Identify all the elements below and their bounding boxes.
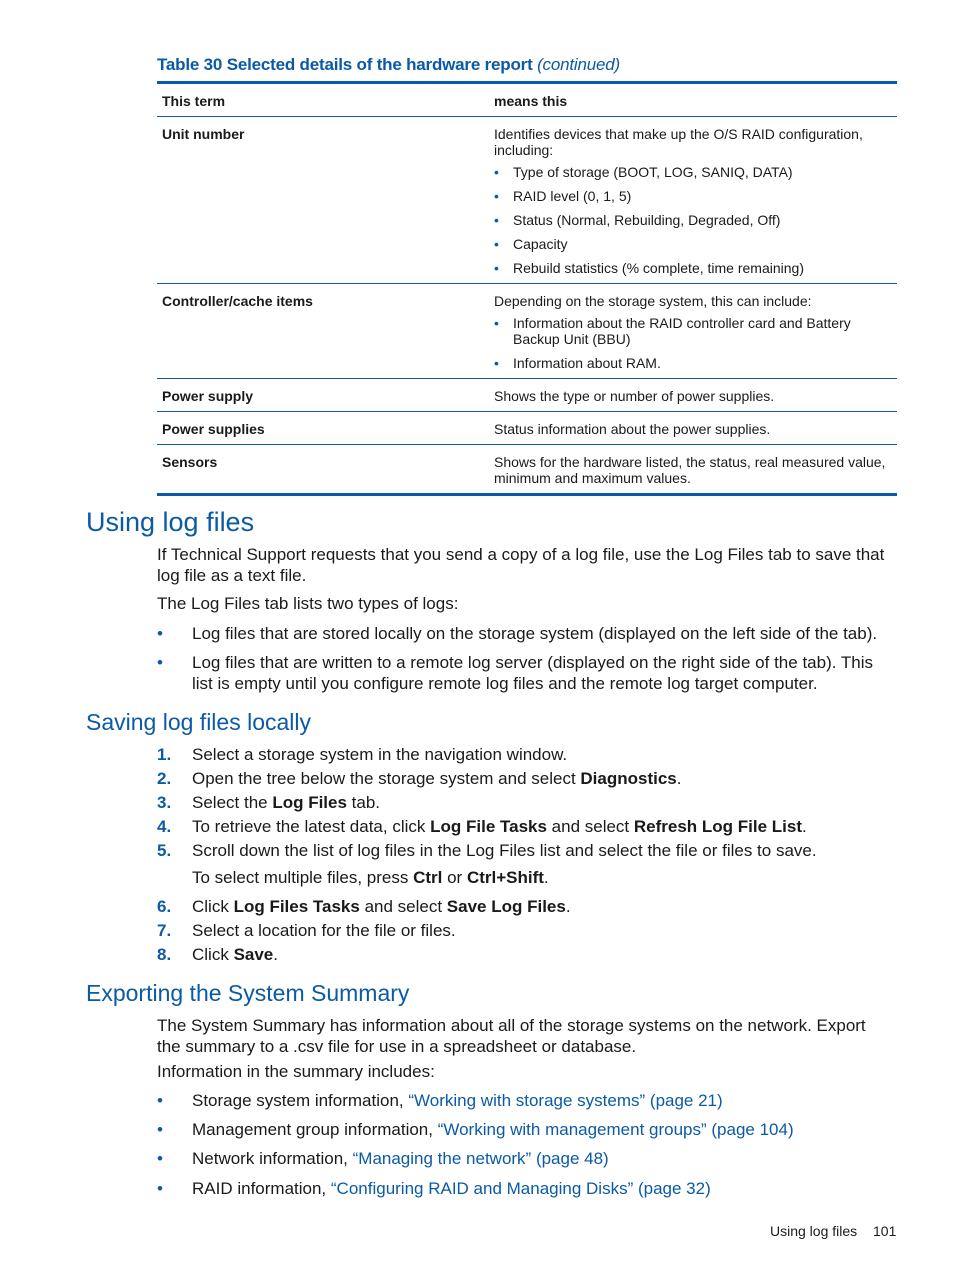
- step-number: 5.: [157, 841, 172, 860]
- bullet-icon: •: [157, 1149, 163, 1168]
- bullet-icon: •: [157, 653, 163, 672]
- list-item: • Information about RAM.: [513, 355, 892, 371]
- link-managing-the-network[interactable]: “Managing the network” (page 48): [352, 1149, 609, 1168]
- description-text: Depending on the storage system, this can include:: [494, 293, 812, 309]
- table-caption: [157, 55, 620, 75]
- list-item: • RAID level (0, 1, 5): [513, 188, 892, 204]
- table-row: [157, 117, 897, 284]
- term-cell: Controller/cache items: [157, 284, 489, 379]
- heading-exporting-system-summary: Exporting the System Summary: [86, 980, 410, 1006]
- table-row: [157, 412, 897, 445]
- description-list: [494, 164, 892, 276]
- link-configuring-raid[interactable]: “Configuring RAID and Managing Disks” (page 32): [330, 1179, 711, 1198]
- list-item: • Capacity: [513, 236, 892, 252]
- step-text: Scroll down the list of log files in the Log Files list and select the file or files to save.: [192, 841, 817, 860]
- step-text: Click Log Files Tasks and select Save Log Files.: [192, 897, 571, 916]
- step-text: Select a storage system in the navigation window.: [192, 745, 568, 764]
- bullet-text: RAID information, “Configuring RAID and Managing Disks” (page 32): [192, 1179, 711, 1198]
- bullet-icon: •: [157, 1120, 163, 1139]
- step-number: 1.: [157, 745, 172, 764]
- link-working-with-storage-systems[interactable]: “Working with storage systems” (page 21): [408, 1091, 723, 1110]
- bullet-text: Management group information, “Working with management groups” (page 104): [192, 1120, 794, 1139]
- paragraph: Information in the summary includes:: [157, 1062, 435, 1081]
- table-row: [157, 379, 897, 412]
- page-number: 101: [873, 1223, 897, 1239]
- table-caption-continued: (continued): [537, 55, 620, 74]
- step-number: 8.: [157, 945, 172, 964]
- list-item: • Rebuild statistics (% complete, time remaining): [513, 260, 892, 276]
- term-cell: Power supplies: [157, 412, 489, 445]
- column-header-term: This term: [157, 83, 489, 117]
- list-item: • Status (Normal, Rebuilding, Degraded, Off): [513, 212, 892, 228]
- bullet-text: Log files that are written to a remote log server (displayed on the right side of the tab). This list is empty until you configure remote log files and the remote log target computer.: [192, 653, 873, 693]
- description-cell: Shows for the hardware listed, the status, real measured value, minimum and maximum values.: [489, 445, 897, 495]
- step-text: Open the tree below the storage system and select Diagnostics.: [192, 769, 682, 788]
- list-item: • Type of storage (BOOT, LOG, SANIQ, DATA): [513, 164, 892, 180]
- table-header-row: [157, 83, 897, 117]
- description-cell: Shows the type or number of power supplies.: [489, 379, 897, 412]
- description-list: [494, 315, 892, 371]
- table-row: [157, 284, 897, 379]
- table-caption-title: Table 30 Selected details of the hardware report: [157, 55, 533, 74]
- heading-using-log-files: Using log files: [86, 507, 255, 537]
- bullet-text: Log files that are stored locally on the storage system (displayed on the left side of the tab).: [192, 624, 878, 643]
- term-cell: Power supply: [157, 379, 489, 412]
- step-number: 7.: [157, 921, 172, 940]
- step-text: Select the Log Files tab.: [192, 793, 381, 812]
- bullet-icon: •: [157, 624, 163, 643]
- list-item: • Information about the RAID controller card and Battery Backup Unit (BBU): [513, 315, 892, 347]
- bullet-icon: •: [157, 1179, 163, 1198]
- step-text: To retrieve the latest data, click Log File Tasks and select Refresh Log File List.: [192, 817, 807, 836]
- column-header-meaning: means this: [489, 83, 897, 117]
- footer-section-title: Using log files: [770, 1223, 858, 1239]
- heading-saving-log-files-locally: Saving log files locally: [86, 709, 312, 735]
- step-text: Select a location for the file or files.: [192, 921, 456, 940]
- bullet-icon: •: [157, 1091, 163, 1110]
- term-cell: Unit number: [157, 117, 489, 284]
- description-cell: [489, 117, 897, 284]
- paragraph: The Log Files tab lists two types of logs:: [157, 594, 459, 613]
- term-cell: Sensors: [157, 445, 489, 495]
- description-text: Identifies devices that make up the O/S RAID configuration, including:: [494, 126, 863, 158]
- step-text: Click Save.: [192, 945, 278, 964]
- paragraph: If Technical Support requests that you send a copy of a log file, use the Log Files tab to save that log file as a text file.: [157, 545, 885, 585]
- step-number: 2.: [157, 769, 172, 788]
- hardware-report-table: [157, 81, 897, 496]
- bullet-text: Network information, “Managing the network” (page 48): [192, 1149, 609, 1168]
- step-number: 3.: [157, 793, 172, 812]
- step-number: 4.: [157, 817, 172, 836]
- description-cell: [489, 284, 897, 379]
- description-cell: Status information about the power supplies.: [489, 412, 897, 445]
- step-note-text: To select multiple files, press Ctrl or Ctrl+Shift.: [192, 868, 549, 887]
- bullet-text: Storage system information, “Working with storage systems” (page 21): [192, 1091, 723, 1110]
- paragraph: The System Summary has information about all of the storage systems on the network. Export the summary to a .csv file for use in a spreadsheet or database.: [157, 1016, 866, 1056]
- link-working-with-management-groups[interactable]: “Working with management groups” (page 104): [437, 1120, 794, 1139]
- step-number: 6.: [157, 897, 172, 916]
- table-row: [157, 445, 897, 495]
